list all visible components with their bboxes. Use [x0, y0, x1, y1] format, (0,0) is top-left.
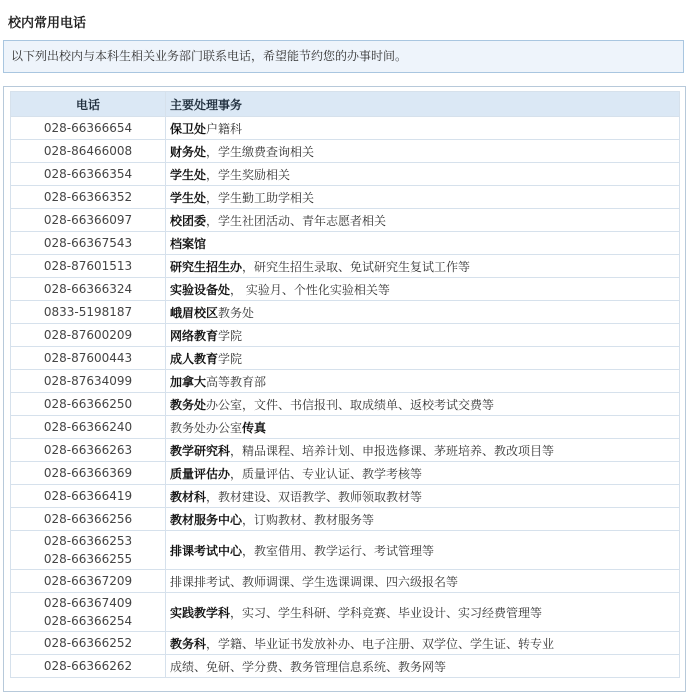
description-cell [166, 462, 680, 485]
phone-cell [11, 462, 166, 485]
phone-number: 028-66366262 [43, 659, 133, 673]
department-name: 质量评估办 [170, 466, 231, 481]
phone-cell [11, 255, 166, 278]
table-row [11, 255, 680, 278]
table-row [11, 439, 680, 462]
page-title: 校内常用电话 [8, 16, 87, 31]
description-text: 学院 [218, 351, 243, 366]
description-cell [166, 163, 680, 186]
phone-table-panel [3, 86, 686, 692]
phone-number: 028-66366324 [43, 282, 133, 296]
description-cell [166, 439, 680, 462]
table-row [11, 370, 680, 393]
description-text: 成绩、免研、学分费、教务管理信息系统、教务网等 [170, 659, 447, 674]
description-cell [166, 593, 680, 632]
phone-cell [11, 117, 166, 140]
department-name: 实践教学科 [170, 605, 231, 620]
phone-number: 0833-5198187 [43, 305, 133, 319]
table-row [11, 186, 680, 209]
table-row [11, 655, 680, 678]
description-text: ，教室借用、教学运行、考试管理等 [242, 543, 435, 558]
description-cell [166, 301, 680, 324]
table-row [11, 508, 680, 531]
description-emphasis: 传真 [242, 420, 267, 435]
table-row [11, 140, 680, 163]
table-row [11, 570, 680, 593]
description-cell [166, 347, 680, 370]
description-text: 排课排考试、教师调课、学生选课调课、四六级报名等 [170, 574, 459, 589]
phone-cell [11, 593, 166, 632]
description-text: ，学生奖励相关 [206, 167, 291, 182]
phone-number: 028-66367543 [43, 236, 133, 250]
description-cell [166, 186, 680, 209]
phone-cell [11, 186, 166, 209]
description-cell [166, 255, 680, 278]
description-cell [166, 140, 680, 163]
phone-number: 028-87600209 [43, 328, 133, 342]
description-text: 教务处办公室 [170, 420, 243, 435]
department-name: 教材科 [170, 489, 207, 504]
phone-number: 028-66366419 [43, 489, 133, 503]
table-row [11, 593, 680, 632]
table-row [11, 393, 680, 416]
phone-number: 028-87601513 [43, 259, 133, 273]
description-cell [166, 117, 680, 140]
phone-cell [11, 439, 166, 462]
department-name: 成人教育 [170, 351, 219, 366]
description-text: ，学生勤工助学相关 [206, 190, 315, 205]
table-row [11, 117, 680, 140]
table-row [11, 163, 680, 186]
phone-number: 028-66367409 [43, 596, 133, 610]
phone-number: 028-66366352 [43, 190, 133, 204]
table-row [11, 324, 680, 347]
table-row [11, 232, 680, 255]
phone-number: 028-86466008 [43, 144, 133, 158]
phone-cell [11, 301, 166, 324]
department-name: 实验设备处 [170, 282, 231, 297]
department-name: 教务科 [170, 636, 207, 651]
phone-number: 028-66366354 [43, 167, 133, 181]
description-text: ， 实验月、个性化实验相关等 [230, 282, 390, 297]
description-text: ，质量评估、专业认证、教学考核等 [230, 466, 423, 481]
table-row [11, 632, 680, 655]
phone-number: 028-66366654 [43, 121, 133, 135]
description-cell [166, 324, 680, 347]
description-text: 高等教育部 [206, 374, 267, 389]
description-text: ，订购教材、教材服务等 [242, 512, 375, 527]
description-text: ，研究生招生录取、免试研究生复试工作等 [242, 259, 471, 274]
description-text: ，学籍、毕业证书发放补办、电子注册、双学位、学生证、转专业 [206, 636, 555, 651]
phone-number: 028-87600443 [43, 351, 133, 365]
phone-number: 028-66366255 [43, 552, 133, 566]
phone-cell [11, 570, 166, 593]
intro-text: 以下列出校内与本科生相关业务部门联系电话，希望能节约您的办事时间。 [11, 49, 408, 63]
description-cell [166, 508, 680, 531]
phone-number: 028-66366253 [43, 534, 133, 548]
phone-number: 028-66366369 [43, 466, 133, 480]
phone-cell [11, 655, 166, 678]
phone-number: 028-87634099 [43, 374, 133, 388]
phone-cell [11, 163, 166, 186]
description-cell [166, 632, 680, 655]
header-phone: 电话 [11, 92, 166, 117]
description-text: ，实习、学生科研、学科竞赛、毕业设计、实习经费管理等 [230, 605, 543, 620]
department-name: 网络教育 [170, 328, 219, 343]
phone-cell [11, 485, 166, 508]
description-cell [166, 393, 680, 416]
phone-cell [11, 632, 166, 655]
phone-number: 028-66366097 [43, 213, 133, 227]
header-description: 主要处理事务 [166, 92, 680, 117]
department-name: 档案馆 [170, 236, 207, 251]
department-name: 校团委 [170, 213, 207, 228]
phone-cell [11, 531, 166, 570]
description-text: 学院 [218, 328, 243, 343]
department-name: 财务处 [170, 144, 207, 159]
phone-cell [11, 393, 166, 416]
department-name: 排课考试中心 [170, 543, 243, 558]
table-row [11, 301, 680, 324]
phone-cell [11, 209, 166, 232]
description-cell [166, 416, 680, 439]
department-name: 加拿大 [170, 374, 207, 389]
description-text: ，教材建设、双语教学、教师领取教材等 [206, 489, 423, 504]
description-cell [166, 485, 680, 508]
description-text: 户籍科 [206, 121, 243, 136]
department-name: 峨眉校区 [170, 305, 219, 320]
description-text: 教务处 [218, 305, 255, 320]
description-text: ，精品课程、培养计划、申报选修课、茅班培养、教改项目等 [230, 443, 555, 458]
department-name: 教材服务中心 [170, 512, 243, 527]
table-row [11, 209, 680, 232]
table-body [11, 117, 680, 678]
phone-cell [11, 232, 166, 255]
description-cell [166, 370, 680, 393]
description-cell [166, 655, 680, 678]
phone-number: 028-66366250 [43, 397, 133, 411]
phone-number: 028-66366256 [43, 512, 133, 526]
description-cell [166, 531, 680, 570]
phone-number: 028-66366254 [43, 614, 133, 628]
description-text: ，学生缴费查询相关 [206, 144, 315, 159]
phone-cell [11, 324, 166, 347]
department-name: 学生处 [170, 190, 207, 205]
table-header-row [11, 92, 680, 117]
phone-cell [11, 370, 166, 393]
description-cell [166, 570, 680, 593]
department-name: 教务处 [170, 397, 207, 412]
table-row [11, 347, 680, 370]
table-row [11, 416, 680, 439]
phone-cell [11, 508, 166, 531]
phone-table [10, 91, 680, 678]
department-name: 研究生招生办 [170, 259, 243, 274]
table-row [11, 485, 680, 508]
department-name: 教学研究科 [170, 443, 231, 458]
department-name: 保卫处 [170, 121, 207, 136]
table-row [11, 462, 680, 485]
description-cell [166, 209, 680, 232]
phone-cell [11, 416, 166, 439]
phone-cell [11, 278, 166, 301]
phone-cell [11, 140, 166, 163]
table-row [11, 278, 680, 301]
description-cell [166, 278, 680, 301]
description-cell [166, 232, 680, 255]
phone-number: 028-66367209 [43, 574, 133, 588]
phone-cell [11, 347, 166, 370]
phone-number: 028-66366263 [43, 443, 133, 457]
phone-number: 028-66366240 [43, 420, 133, 434]
intro-notice [3, 40, 684, 73]
phone-number: 028-66366252 [43, 636, 133, 650]
description-text: 办公室，文件、书信报刊、取成绩单、返校考试交费等 [206, 397, 495, 412]
department-name: 学生处 [170, 167, 207, 182]
description-text: ，学生社团活动、青年志愿者相关 [206, 213, 387, 228]
table-row [11, 531, 680, 570]
